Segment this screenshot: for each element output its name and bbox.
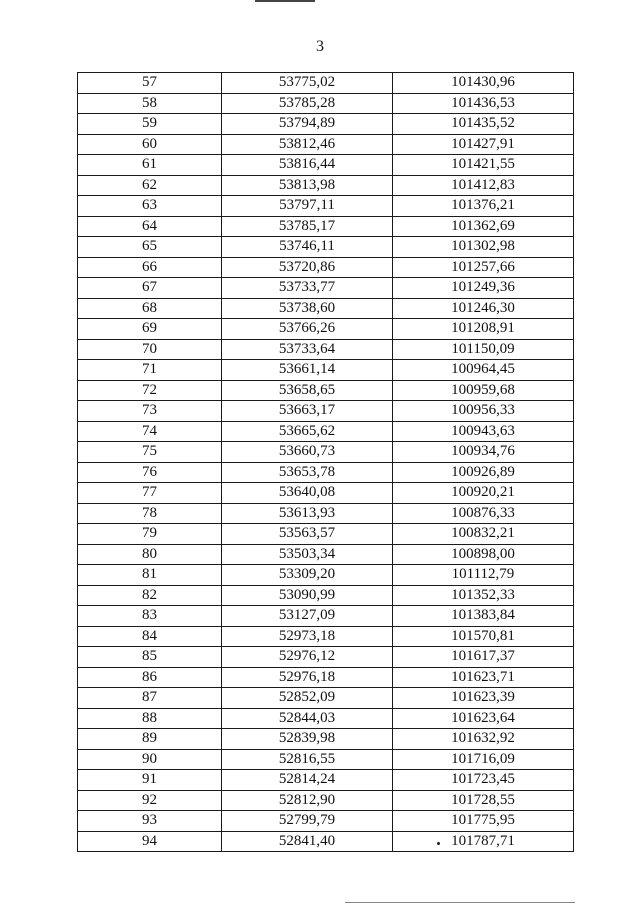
- x-coordinate-cell: 53663,17: [222, 401, 393, 422]
- point-number-cell: 65: [78, 237, 222, 258]
- y-coordinate-cell: 100959,68: [393, 380, 574, 401]
- point-number-cell: 64: [78, 216, 222, 237]
- y-coordinate-cell: 101421,55: [393, 155, 574, 176]
- x-coordinate-cell: 53738,60: [222, 298, 393, 319]
- y-coordinate-cell: 101617,37: [393, 647, 574, 668]
- table-row: [78, 216, 574, 237]
- table-row: [78, 483, 574, 504]
- y-coordinate-cell: 101623,71: [393, 667, 574, 688]
- y-coordinate-cell: 101436,53: [393, 93, 574, 114]
- y-coordinate-cell: 101412,83: [393, 175, 574, 196]
- point-number-cell: 59: [78, 114, 222, 135]
- y-coordinate-cell: 101775,95: [393, 811, 574, 832]
- x-coordinate-cell: 53309,20: [222, 565, 393, 586]
- point-number-cell: 83: [78, 606, 222, 627]
- table-row: [78, 155, 574, 176]
- y-coordinate-cell: 100832,21: [393, 524, 574, 545]
- table-row: [78, 401, 574, 422]
- point-number-cell: 77: [78, 483, 222, 504]
- page-number: 3: [316, 38, 324, 55]
- y-coordinate-cell: 101787,71: [393, 831, 574, 852]
- y-coordinate-cell: 100926,89: [393, 462, 574, 483]
- scan-speck: [437, 842, 440, 845]
- point-number-cell: 69: [78, 319, 222, 340]
- coordinates-table: [77, 72, 574, 852]
- x-coordinate-cell: 52841,40: [222, 831, 393, 852]
- y-coordinate-cell: 101632,92: [393, 729, 574, 750]
- table-row: [78, 134, 574, 155]
- x-coordinate-cell: 53733,77: [222, 278, 393, 299]
- point-number-cell: 79: [78, 524, 222, 545]
- table-row: [78, 524, 574, 545]
- table-row: [78, 626, 574, 647]
- point-number-cell: 82: [78, 585, 222, 606]
- point-number-cell: 67: [78, 278, 222, 299]
- point-number-cell: 87: [78, 688, 222, 709]
- x-coordinate-cell: 53613,93: [222, 503, 393, 524]
- point-number-cell: 57: [78, 73, 222, 94]
- table-row: [78, 278, 574, 299]
- point-number-cell: 73: [78, 401, 222, 422]
- table-row: [78, 688, 574, 709]
- x-coordinate-cell: 53785,17: [222, 216, 393, 237]
- table-row: [78, 770, 574, 791]
- y-coordinate-cell: 100934,76: [393, 442, 574, 463]
- table-row: [78, 237, 574, 258]
- y-coordinate-cell: 101430,96: [393, 73, 574, 94]
- coordinates-table-body: [78, 73, 574, 852]
- scan-edge-mark-bottom: [345, 902, 575, 903]
- x-coordinate-cell: 53746,11: [222, 237, 393, 258]
- x-coordinate-cell: 52816,55: [222, 749, 393, 770]
- y-coordinate-cell: 101246,30: [393, 298, 574, 319]
- x-coordinate-cell: 53090,99: [222, 585, 393, 606]
- point-number-cell: 91: [78, 770, 222, 791]
- x-coordinate-cell: 53653,78: [222, 462, 393, 483]
- x-coordinate-cell: 52814,24: [222, 770, 393, 791]
- point-number-cell: 74: [78, 421, 222, 442]
- table-row: [78, 114, 574, 135]
- table-row: [78, 647, 574, 668]
- y-coordinate-cell: 101716,09: [393, 749, 574, 770]
- table-row: [78, 339, 574, 360]
- y-coordinate-cell: 101362,69: [393, 216, 574, 237]
- table-row: [78, 298, 574, 319]
- table-row: [78, 360, 574, 381]
- point-number-cell: 94: [78, 831, 222, 852]
- y-coordinate-cell: 101112,79: [393, 565, 574, 586]
- x-coordinate-cell: 53733,64: [222, 339, 393, 360]
- point-number-cell: 66: [78, 257, 222, 278]
- table-row: [78, 790, 574, 811]
- point-number-cell: 62: [78, 175, 222, 196]
- y-coordinate-cell: 101302,98: [393, 237, 574, 258]
- y-coordinate-cell: 100956,33: [393, 401, 574, 422]
- x-coordinate-cell: 53660,73: [222, 442, 393, 463]
- point-number-cell: 92: [78, 790, 222, 811]
- y-coordinate-cell: 101208,91: [393, 319, 574, 340]
- point-number-cell: 68: [78, 298, 222, 319]
- table-row: [78, 175, 574, 196]
- x-coordinate-cell: 53813,98: [222, 175, 393, 196]
- table-row: [78, 442, 574, 463]
- table-row: [78, 380, 574, 401]
- y-coordinate-cell: 100964,45: [393, 360, 574, 381]
- y-coordinate-cell: 101435,52: [393, 114, 574, 135]
- table-row: [78, 811, 574, 832]
- table-row: [78, 73, 574, 94]
- x-coordinate-cell: 53797,11: [222, 196, 393, 217]
- x-coordinate-cell: 53640,08: [222, 483, 393, 504]
- y-coordinate-cell: 101383,84: [393, 606, 574, 627]
- y-coordinate-cell: 101728,55: [393, 790, 574, 811]
- table-row: [78, 729, 574, 750]
- x-coordinate-cell: 52812,90: [222, 790, 393, 811]
- point-number-cell: 70: [78, 339, 222, 360]
- x-coordinate-cell: 52973,18: [222, 626, 393, 647]
- x-coordinate-cell: 53127,09: [222, 606, 393, 627]
- table-row: [78, 503, 574, 524]
- scan-edge-mark: [255, 0, 315, 2]
- point-number-cell: 86: [78, 667, 222, 688]
- table-row: [78, 606, 574, 627]
- table-row: [78, 585, 574, 606]
- point-number-cell: 89: [78, 729, 222, 750]
- point-number-cell: 84: [78, 626, 222, 647]
- table-row: [78, 319, 574, 340]
- x-coordinate-cell: 53766,26: [222, 319, 393, 340]
- table-row: [78, 93, 574, 114]
- table-row: [78, 462, 574, 483]
- y-coordinate-cell: 101150,09: [393, 339, 574, 360]
- y-coordinate-cell: 101249,36: [393, 278, 574, 299]
- y-coordinate-cell: 100898,00: [393, 544, 574, 565]
- point-number-cell: 72: [78, 380, 222, 401]
- y-coordinate-cell: 100943,63: [393, 421, 574, 442]
- x-coordinate-cell: 53794,89: [222, 114, 393, 135]
- y-coordinate-cell: 101570,81: [393, 626, 574, 647]
- y-coordinate-cell: 101623,64: [393, 708, 574, 729]
- x-coordinate-cell: 53658,65: [222, 380, 393, 401]
- point-number-cell: 78: [78, 503, 222, 524]
- x-coordinate-cell: 52976,18: [222, 667, 393, 688]
- table-row: [78, 257, 574, 278]
- point-number-cell: 60: [78, 134, 222, 155]
- x-coordinate-cell: 52799,79: [222, 811, 393, 832]
- point-number-cell: 63: [78, 196, 222, 217]
- table-row: [78, 544, 574, 565]
- point-number-cell: 75: [78, 442, 222, 463]
- table-row: [78, 565, 574, 586]
- x-coordinate-cell: 53661,14: [222, 360, 393, 381]
- point-number-cell: 93: [78, 811, 222, 832]
- x-coordinate-cell: 52852,09: [222, 688, 393, 709]
- point-number-cell: 88: [78, 708, 222, 729]
- point-number-cell: 71: [78, 360, 222, 381]
- x-coordinate-cell: 53720,86: [222, 257, 393, 278]
- x-coordinate-cell: 52839,98: [222, 729, 393, 750]
- point-number-cell: 76: [78, 462, 222, 483]
- x-coordinate-cell: 52844,03: [222, 708, 393, 729]
- y-coordinate-cell: 101427,91: [393, 134, 574, 155]
- y-coordinate-cell: 101352,33: [393, 585, 574, 606]
- y-coordinate-cell: 100920,21: [393, 483, 574, 504]
- x-coordinate-cell: 53665,62: [222, 421, 393, 442]
- x-coordinate-cell: 52976,12: [222, 647, 393, 668]
- y-coordinate-cell: 100876,33: [393, 503, 574, 524]
- x-coordinate-cell: 53812,46: [222, 134, 393, 155]
- x-coordinate-cell: 53816,44: [222, 155, 393, 176]
- y-coordinate-cell: 101623,39: [393, 688, 574, 709]
- y-coordinate-cell: 101257,66: [393, 257, 574, 278]
- table-row: [78, 749, 574, 770]
- x-coordinate-cell: 53563,57: [222, 524, 393, 545]
- point-number-cell: 81: [78, 565, 222, 586]
- x-coordinate-cell: 53785,28: [222, 93, 393, 114]
- table-row: [78, 831, 574, 852]
- table-row: [78, 708, 574, 729]
- x-coordinate-cell: 53775,02: [222, 73, 393, 94]
- table-row: [78, 196, 574, 217]
- table-row: [78, 421, 574, 442]
- y-coordinate-cell: 101376,21: [393, 196, 574, 217]
- point-number-cell: 61: [78, 155, 222, 176]
- x-coordinate-cell: 53503,34: [222, 544, 393, 565]
- point-number-cell: 58: [78, 93, 222, 114]
- point-number-cell: 90: [78, 749, 222, 770]
- point-number-cell: 85: [78, 647, 222, 668]
- point-number-cell: 80: [78, 544, 222, 565]
- table-row: [78, 667, 574, 688]
- y-coordinate-cell: 101723,45: [393, 770, 574, 791]
